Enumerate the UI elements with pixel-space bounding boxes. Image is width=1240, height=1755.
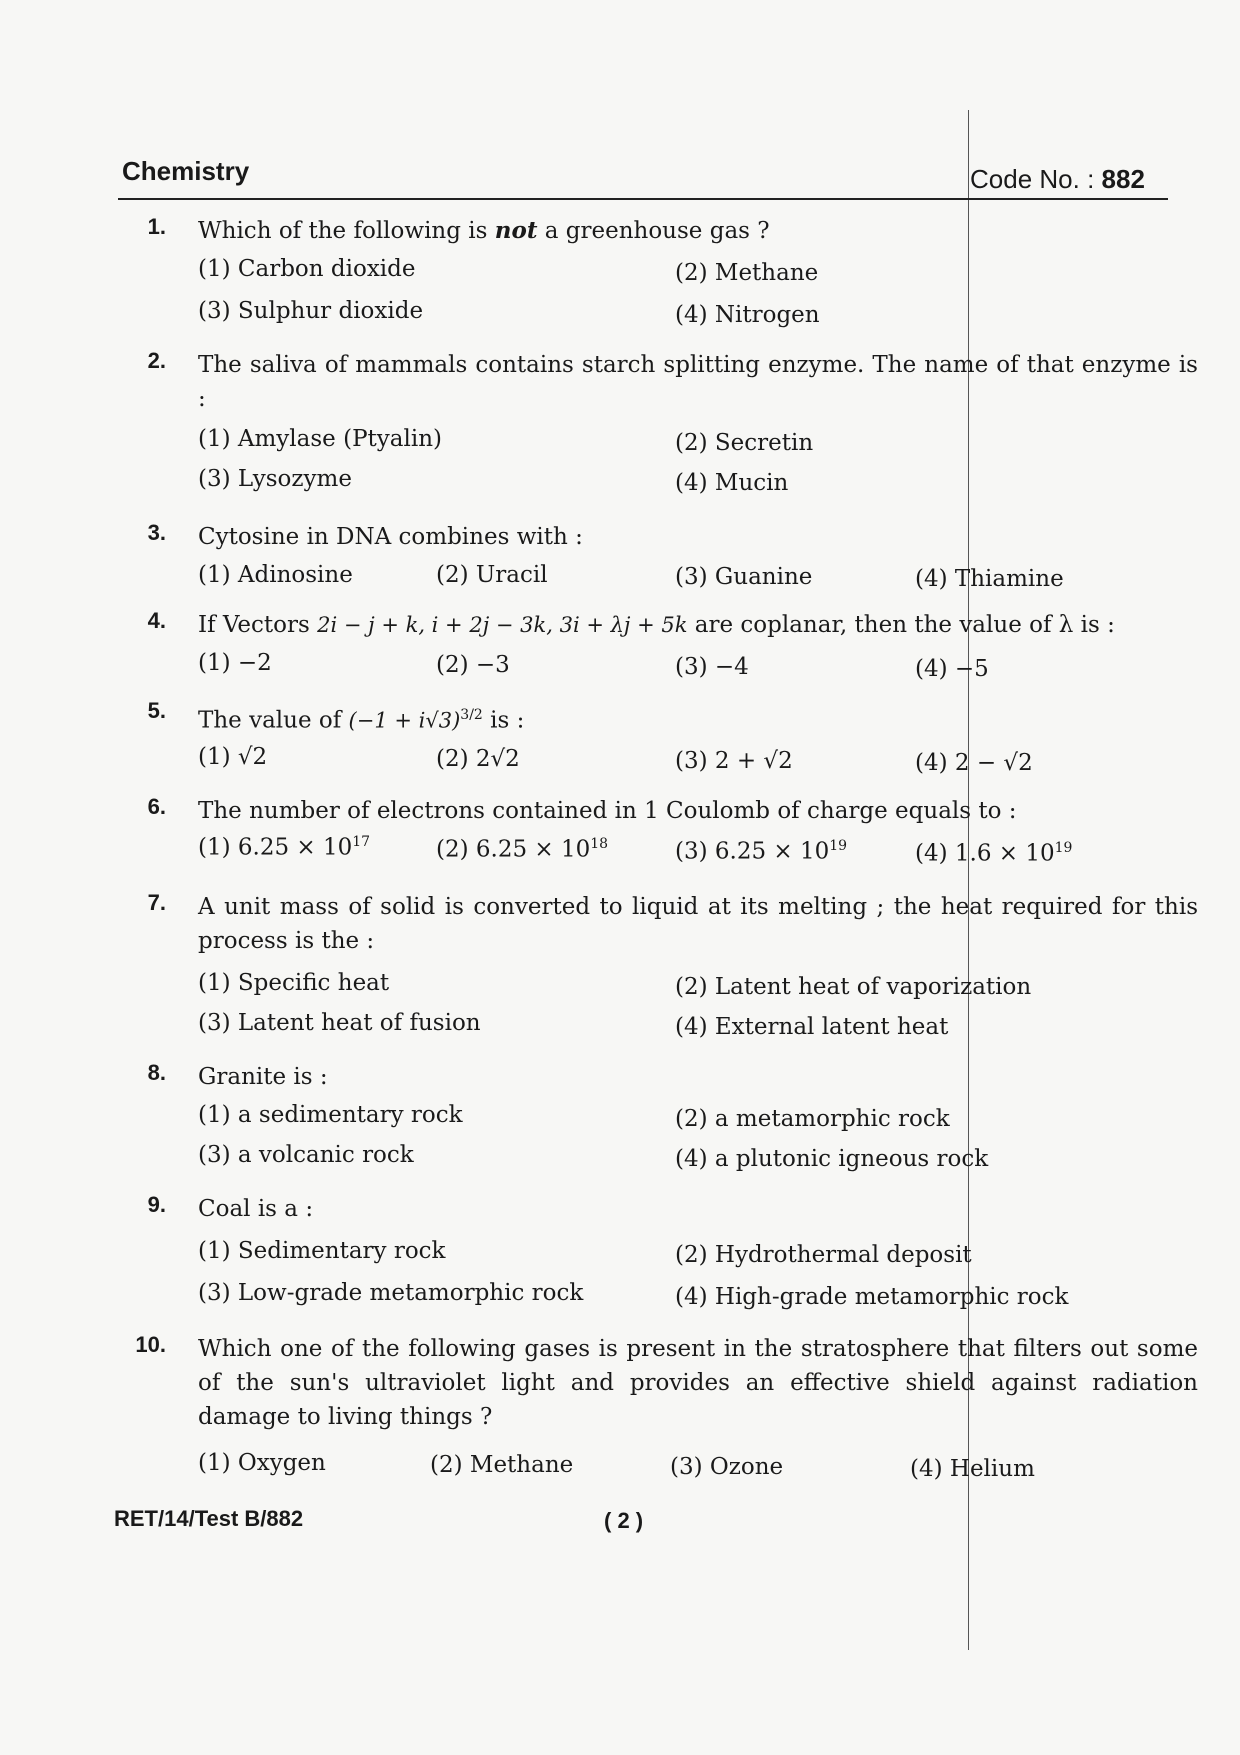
option-3: (3) −4 — [675, 654, 749, 680]
question-number: 4. — [147, 608, 166, 633]
option-3: (3) Latent heat of fusion — [198, 1010, 481, 1036]
option-3: (3) Guanine — [675, 564, 813, 590]
code-value: 882 — [1101, 164, 1145, 194]
subject-title: Chemistry — [122, 156, 250, 186]
option-4: (4) 2 − √2 — [915, 750, 1033, 776]
question-number: 6. — [147, 794, 166, 819]
option-1: (1) $6.25 \times 10^{17}$ — [198, 834, 371, 861]
question-text-post: is : — [482, 707, 525, 734]
option-2: (2) Latent heat of vaporization — [675, 974, 1032, 1000]
option-1: (1) Oxygen — [198, 1450, 326, 1476]
option-2: (2) $6.25 \times 10^{18}$ — [436, 836, 609, 863]
option-4: (4) External latent heat — [675, 1014, 949, 1040]
option-2: (2) Methane — [430, 1452, 574, 1478]
question-text-post: a greenhouse gas ? — [537, 218, 770, 244]
option-4: (4) High-grade metamorphic rock — [675, 1284, 1069, 1310]
vector-expression: 2i − j + k, i + 2j − 3k, 3i + λj + 5k — [317, 613, 688, 637]
option-3: (3) 2 + √2 — [675, 748, 793, 774]
question-text-pre: The value of — [198, 707, 349, 734]
question-text-pre: If Vectors — [198, 612, 318, 638]
option-2: (2) 2√2 — [436, 746, 520, 772]
question-text-post: are coplanar, then the value of λ is : — [687, 612, 1115, 638]
question-text: The saliva of mammals contains starch splitting enzyme. The name of that enzyme is : — [198, 352, 1198, 412]
code-label: Code No. : — [970, 164, 1095, 194]
question-text — [198, 608, 1198, 642]
option-3: (3) Ozone — [670, 1454, 784, 1480]
question-text-emphasis: not — [494, 217, 538, 244]
question-number: 9. — [147, 1192, 166, 1217]
option-2: (2) Secretin — [675, 430, 814, 456]
question-text: Cytosine in DNA combines with : — [198, 524, 583, 550]
question-text: Coal is a : — [198, 1196, 314, 1222]
question-text — [198, 214, 1198, 248]
option-3: (3) a volcanic rock — [198, 1142, 414, 1168]
option-4: (4) Helium — [910, 1456, 1035, 1482]
question-number: 2. — [147, 348, 166, 373]
header-rule — [118, 198, 1168, 200]
option-4: (4) Thiamine — [915, 566, 1064, 592]
question-text: The number of electrons contained in 1 Coulomb of charge equals to : — [198, 798, 1017, 824]
question-number: 3. — [147, 520, 166, 545]
question-text-pre: Which of the following is — [198, 218, 495, 244]
option-1: (1) −2 — [198, 650, 272, 676]
option-2: (2) Uracil — [436, 562, 548, 588]
option-1: (1) Amylase (Ptyalin) — [198, 426, 442, 452]
option-2: (2) Methane — [675, 260, 819, 286]
question-number: 1. — [147, 214, 166, 239]
option-2: (2) −3 — [436, 652, 510, 678]
question-number: 5. — [147, 698, 166, 723]
page-number: ( 2 ) — [604, 1508, 644, 1533]
question-text: A unit mass of solid is converted to liquid at its melting ; the heat required for this process is the : — [198, 894, 1198, 954]
option-4: (4) Nitrogen — [675, 302, 820, 328]
option-2: (2) Hydrothermal deposit — [675, 1242, 972, 1268]
option-1: (1) Sedimentary rock — [198, 1238, 446, 1264]
option-4: (4) $1.6 \times 10^{19}$ — [915, 840, 1073, 867]
question-number: 7. — [147, 890, 166, 915]
code-number — [970, 164, 1145, 195]
option-3: (3) Lysozyme — [198, 466, 352, 492]
option-1: (1) Specific heat — [198, 970, 390, 996]
option-1: (1) √2 — [198, 744, 268, 770]
question-number: 10. — [135, 1332, 166, 1357]
option-3: (3) Low-grade metamorphic rock — [198, 1280, 584, 1306]
complex-expression: (−1 + i√3) — [348, 708, 461, 733]
question-text: Granite is : — [198, 1064, 328, 1090]
option-3: (3) Sulphur dioxide — [198, 298, 424, 324]
option-2: (2) a metamorphic rock — [675, 1106, 950, 1132]
question-number: 8. — [147, 1060, 166, 1085]
option-3: (3) $6.25 \times 10^{19}$ — [675, 838, 848, 865]
option-4: (4) Mucin — [675, 470, 789, 496]
question-text — [198, 698, 1198, 738]
question-text: Which one of the following gases is present in the stratosphere that filters out some of the sun's ultraviolet light and provides an effective shield against radiation damage to living things ? — [198, 1336, 1198, 1430]
option-4: (4) a plutonic igneous rock — [675, 1146, 989, 1172]
test-code: RET/14/Test B/882 — [114, 1506, 304, 1531]
option-4: (4) −5 — [915, 656, 989, 682]
option-1: (1) Carbon dioxide — [198, 256, 416, 282]
expression-exponent: 3/2 — [460, 707, 483, 723]
option-1: (1) a sedimentary rock — [198, 1102, 463, 1128]
option-1: (1) Adinosine — [198, 562, 353, 588]
